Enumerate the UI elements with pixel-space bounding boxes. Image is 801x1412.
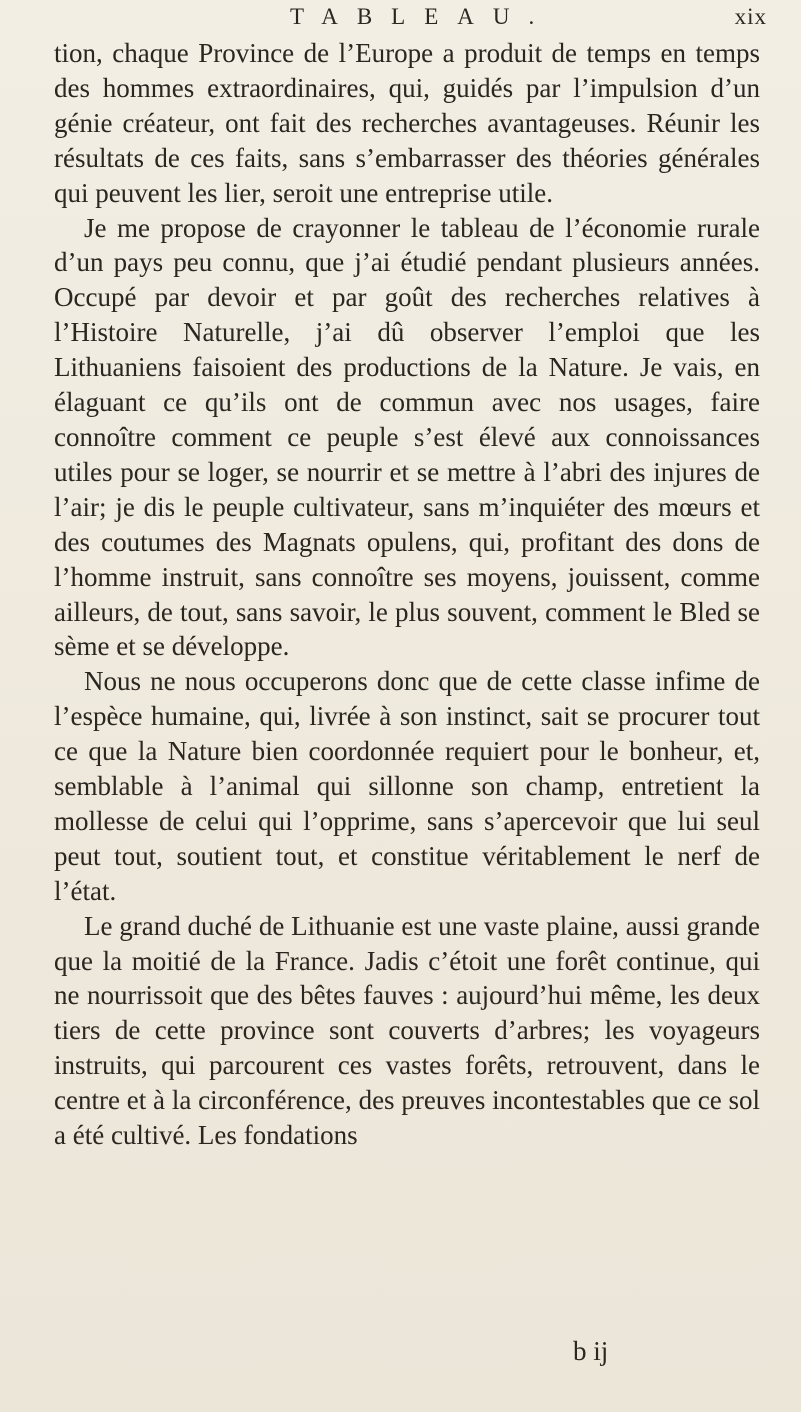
paragraph: Je me propose de crayonner le tableau de l’économie rurale d’un pays peu connu, que j’ai étudié pendant plusieurs années. Occupé par devoir et par goût des recherches relatives à l’Histoire Naturelle, j’ai dû observer l’emploi que les Lithuaniens faisoient des productions de la Nature. Je vais, en élaguant ce qu’ils ont de commun avec nos usages, faire connoître comment ce peuple s’est élevé aux connoissances utiles pour se loger, se nourrir et se mettre à l’abri des injures de l’air; je dis le peuple cultivateur, sans m’inquiéter des mœurs et des coutumes des Magnats opulens, qui, profitant des dons de l’homme instruit, sans connoître ses moyens, jouissent, comme ailleurs, de tout, sans savoir, le plus souvent, comment le Bled se sème et se développe.: [54, 212, 760, 662]
running-title: TABLEAU.: [290, 4, 554, 29]
paragraph: Nous ne nous occuperons donc que de cette classe infime de l’espèce humaine, qui, livrée à son instinct, sait se procurer tout ce que la Nature bien coordonnée requiert pour le bonheur, et, semblable à l’animal qui sillonne son champ, entretient la mollesse de celui qui l’opprime, sans s’apercevoir que lui seul peut tout, soutient tout, et constitue véritablement le nerf de l’état.: [54, 666, 760, 906]
paragraph: Le grand duché de Lithuanie est une vaste plaine, aussi grande que la moitié de la France. Jadis c’étoit une forêt continue, qui ne nourrissoit que des bêtes fauves : aujourd’hui même, les deux tiers de cette province sont couverts d’arbres; les voyageurs instruits, qui parcourent ces vastes forêts, retrouvent, dans le centre et à la circonférence, des preuves incontestables que ce sol a été cultivé. Les fondations: [54, 910, 760, 1151]
body-text: [54, 36, 760, 1153]
page-header: [0, 4, 801, 40]
signature-mark: b ij: [573, 1336, 609, 1366]
page-number: xix: [734, 4, 767, 29]
paragraph: tion, chaque Province de l’Europe a produit de temps en temps des hommes extraordinaires, qui, guidés par l’impulsion d’un génie créateur, ont fait des recherches avantageuses. Réunir les résultats de ces faits, sans s’embarrasser des théories générales qui peuvent les lier, seroit une entreprise utile.: [54, 38, 760, 208]
